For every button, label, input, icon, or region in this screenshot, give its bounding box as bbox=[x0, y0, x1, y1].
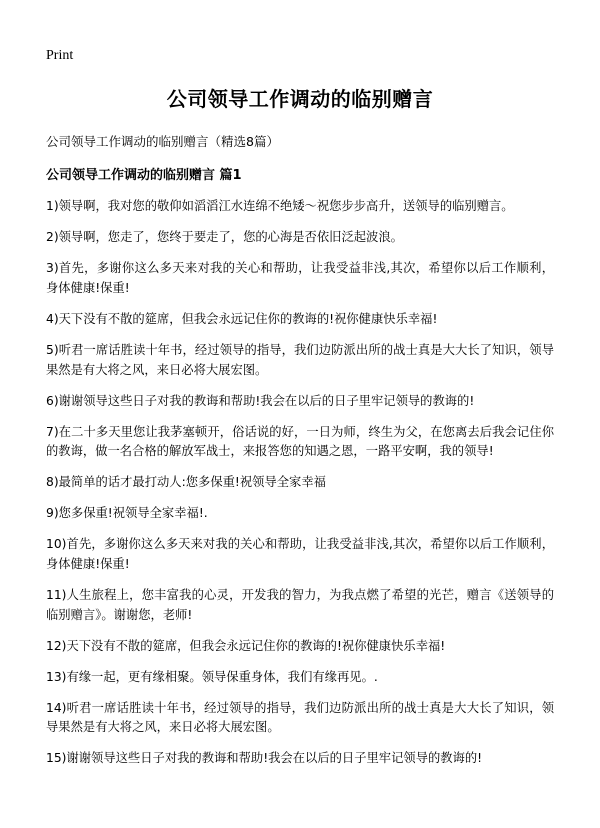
paragraph: 5)听君一席话胜读十年书，经过领导的指导，我们边防派出所的战士真是大大长了知识，领导果然是有大将之风，来日必将大展宏图。 bbox=[46, 342, 554, 377]
paragraph: 6)谢谢领导这些日子对我的教诲和帮助!我会在以后的日子里牢记领导的教诲的! bbox=[46, 393, 475, 408]
paragraph-list bbox=[46, 197, 554, 769]
document-subtitle: 公司领导工作调动的临别赠言（精选8篇） bbox=[46, 134, 279, 149]
paragraph: 12)天下没有不散的筵席，但我会永远记住你的教诲的!祝你健康快乐幸福! bbox=[46, 638, 446, 653]
paragraph: 15)谢谢领导这些日子对我的教诲和帮助!我会在以后的日子里牢记领导的教诲的! bbox=[46, 751, 483, 766]
paragraph: 8)最简单的话才最打动人:您多保重!祝领导全家幸福 bbox=[46, 475, 326, 490]
paragraph: 7)在二十多天里您让我茅塞顿开，俗话说的好，一日为师，终生为父，在您离去后我会记住你的教诲，做一名合格的解放军战士，来报答您的知遇之恩，一路平安啊，我的领导! bbox=[46, 424, 554, 459]
section-title: 公司领导工作调动的临别赠言 篇1 bbox=[46, 167, 242, 183]
paragraph: 10)首先，多谢你这么多天来对我的关心和帮助，让我受益非浅,其次，希望你以后工作顺利，身体健康!保重! bbox=[46, 537, 554, 572]
paragraph: 1)领导啊，我对您的敬仰如滔滔江水连绵不绝矮～祝您步步高升，送领导的临别赠言。 bbox=[46, 199, 514, 214]
paragraph: 2)领导啊，您走了，您终于要走了，您的心海是否依旧泛起波浪。 bbox=[46, 230, 403, 245]
paragraph: 4)天下没有不散的筵席，但我会永远记住你的教诲的!祝你健康快乐幸福! bbox=[46, 311, 438, 326]
print-button[interactable]: Print bbox=[46, 48, 74, 63]
paragraph: 14)听君一席话胜读十年书，经过领导的指导，我们边防派出所的战士真是大大长了知识，领导果然是有大将之风，来日必将大展宏图。 bbox=[46, 700, 554, 735]
paragraph: 13)有缘一起，更有缘相聚。领导保重身体，我们有缘再见。. bbox=[46, 669, 378, 684]
paragraph: 11)人生旅程上，您丰富我的心灵，开发我的智力，为我点燃了希望的光芒，赠言《送领导的临别赠言》。谢谢您，老师! bbox=[46, 587, 554, 622]
paragraph: 9)您多保重!祝领导全家幸福!. bbox=[46, 506, 208, 521]
paragraph: 3)首先，多谢你这么多天来对我的关心和帮助，让我受益非浅,其次，希望你以后工作顺利，身体健康!保重! bbox=[46, 261, 554, 295]
page-title: 公司领导工作调动的临别赠言 bbox=[166, 87, 434, 111]
